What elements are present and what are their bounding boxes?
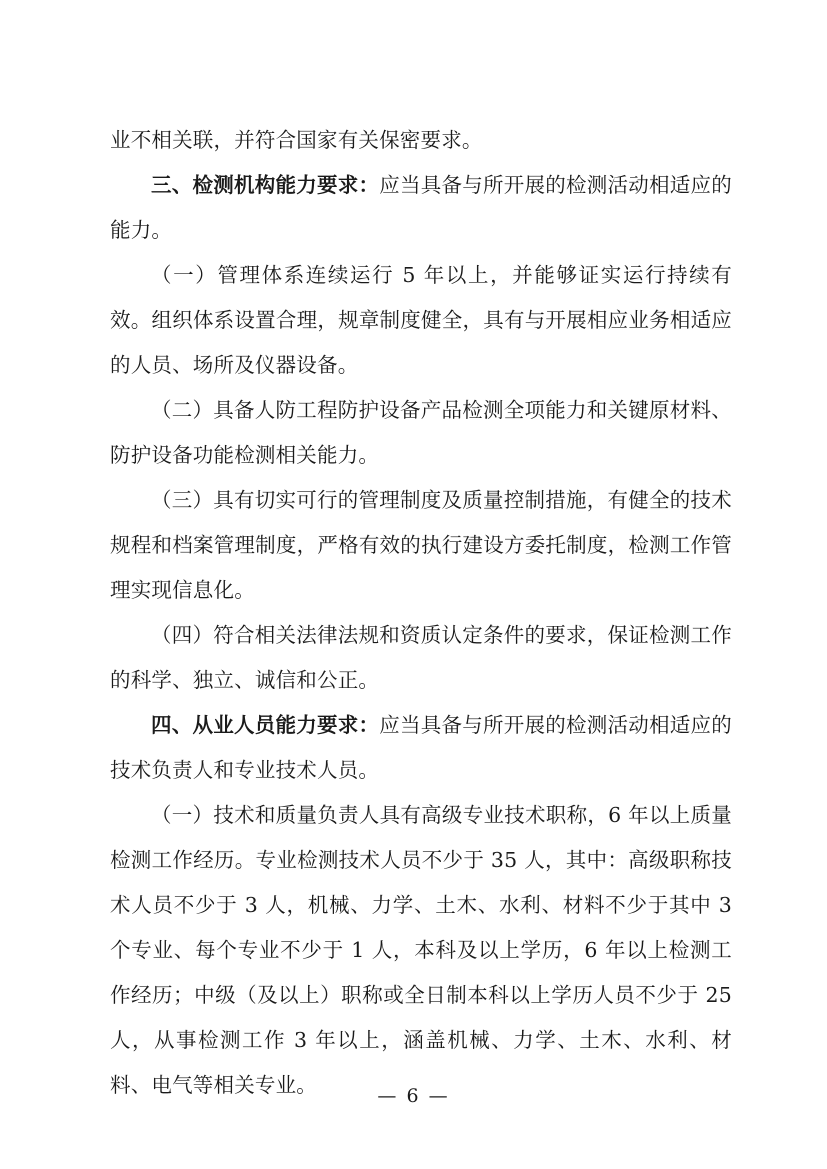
document-body [110, 118, 732, 1108]
paragraph-text: 应当具备与所开展的检测活动相适应的能力。 [110, 173, 733, 242]
paragraph-three-item-3 [110, 478, 732, 613]
paragraph-continued [110, 118, 732, 163]
paragraph-section-three [110, 163, 732, 253]
paragraph-section-four [110, 703, 732, 793]
paragraph-text: （三）具有切实可行的管理制度及质量控制措施，有健全的技术规程和档案管理制度，严格有效的执行建设方委托制度，检测工作管理实现信息化。 [110, 488, 732, 602]
paragraph-text: （一）管理体系连续运行 5 年以上，并能够证实运行持续有效。组织体系设置合理，规章制度健全，具有与开展相应业务相适应的人员、场所及仪器设备。 [110, 263, 732, 377]
paragraph-text: （四）符合相关法律法规和资质认定条件的要求，保证检测工作的科学、独立、诚信和公正。 [110, 623, 732, 692]
paragraph-three-item-4 [110, 613, 732, 703]
paragraph-three-item-2 [110, 388, 732, 478]
paragraph-text: 应当具备与所开展的检测活动相适应的技术负责人和专业技术人员。 [110, 713, 733, 782]
paragraph-text: （二）具备人防工程防护设备产品检测全项能力和关键原材料、防护设备功能检测相关能力。 [110, 398, 732, 467]
paragraph-text: 业不相关联，并符合国家有关保密要求。 [110, 128, 483, 152]
paragraph-three-item-1 [110, 253, 732, 388]
section-heading-three: 三、检测机构能力要求： [151, 173, 380, 197]
paragraph-four-item-1 [110, 793, 732, 1108]
paragraph-text: （一）技术和质量负责人具有高级专业技术职称，6 年以上质量检测工作经历。专业检测技术人员不少于 35 人，其中：高级职称技术人员不少于 3 人，机械、力学、土木、水利、材料不少于其中 3 个专业、每个专业不少于 1 人，本科及以上学历，6 年以上检测工作经历；中级（及以上）职称或全日制本科以上学历人员不少于 25 人，从事检测工作 3 年以上，涵盖机械、力学、土木、水利、材料、电气等相关专业。 [110, 803, 732, 1097]
page-number: — 6 — [377, 1085, 450, 1107]
section-heading-four: 四、从业人员能力要求： [151, 713, 380, 737]
